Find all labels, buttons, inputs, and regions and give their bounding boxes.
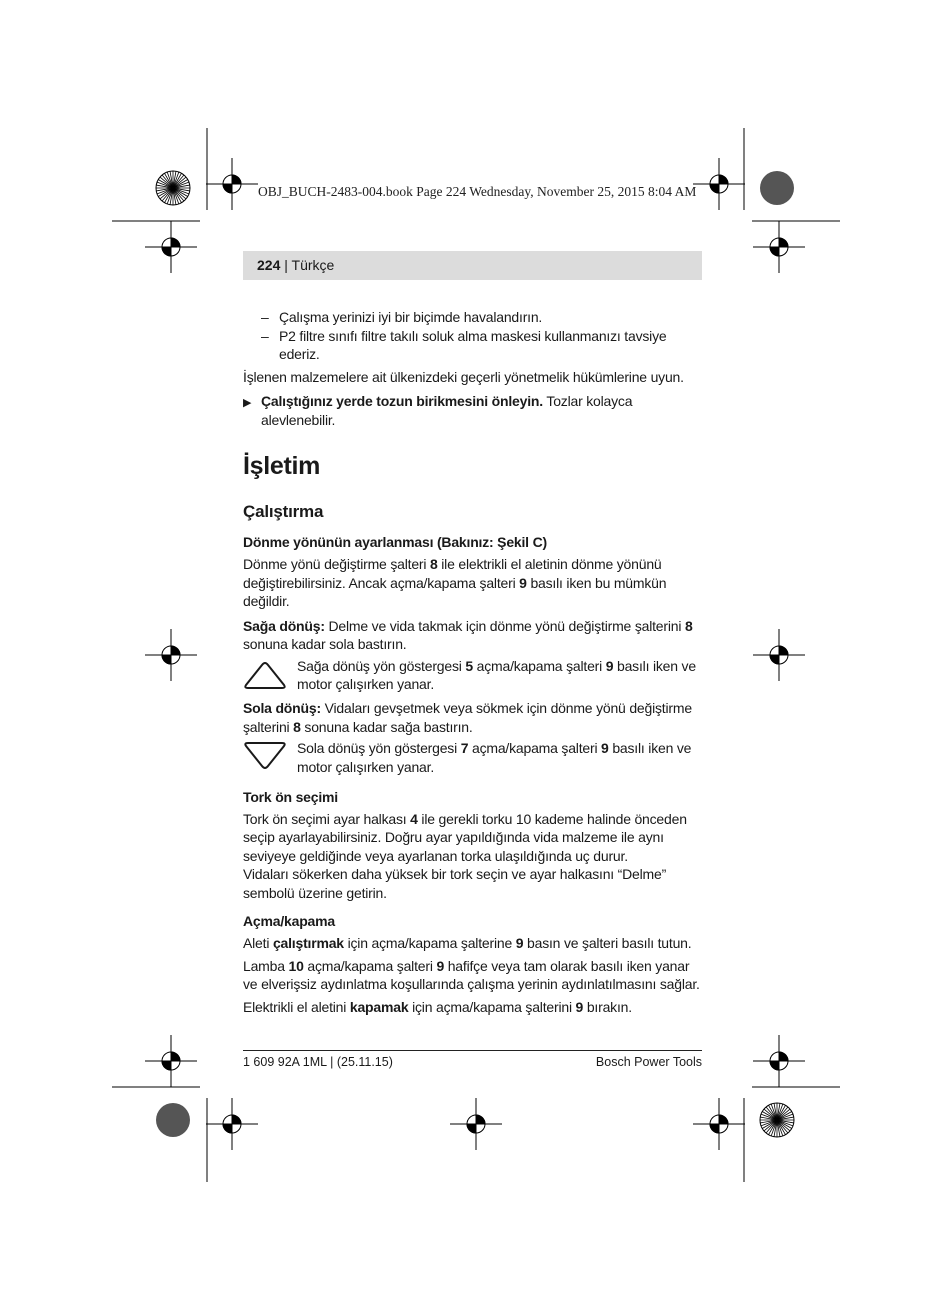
lamp-paragraph: Lamba 10 açma/kapama şalteri 9 hafifçe veya tam olarak basılı iken yanar ve elverişsiz aydınlatma koşullarında çalışma yerinin aydınlatılmasını sağlar. — [243, 957, 700, 992]
page-header — [257, 257, 334, 273]
left-indicator-row — [243, 739, 703, 778]
bullet-text: Çalışma yerinizi iyi bir biçimde havalandırın. — [279, 309, 543, 325]
crosshair-registration-mark — [693, 158, 745, 210]
header-language: Türkçe — [291, 257, 335, 273]
up-triangle-indicator-icon — [243, 657, 297, 696]
rotation-paragraph: Dönme yönü değiştirme şalteri 8 ile elektrikli el aletinin dönme yönünü değiştirebilirsiniz. Ancak açma/kapama şalteri 9 basılı iken bu mümkün değildir. — [243, 556, 667, 609]
regulation-paragraph: İşlenen malzemelere ait ülkenizdeki geçerli yönetmelik hükümlerine uyun. — [243, 368, 684, 385]
subsection-title: Çalıştırma — [243, 502, 324, 521]
list-item — [261, 308, 703, 327]
footer-doc-code: 1 609 92A 1ML | (25.11.15) — [243, 1055, 393, 1069]
gray-registration-disc — [156, 1103, 190, 1137]
warning-bold: Çalıştığınız yerde tozun birikmesini önleyin. — [261, 393, 543, 409]
left-rotation-paragraph: Sola dönüş: Vidaları gevşetmek veya sökmek için dönme yönü değiştirme şalterini 8 sonuna kadar sağa bastırın. — [243, 700, 692, 735]
bullet-text: P2 filtre sınıfı filtre takılı soluk alma maskesi kullanmanızı tavsiye ederiz. — [279, 327, 667, 362]
crosshair-registration-mark — [753, 629, 805, 681]
main-content — [243, 308, 703, 1016]
warning-item — [243, 392, 703, 429]
page-number: 224 — [257, 257, 281, 273]
crosshair-registration-mark — [145, 1035, 197, 1087]
triangle-bullet-icon: ▶ — [243, 397, 252, 409]
footer-brand: Bosch Power Tools — [595, 1055, 702, 1069]
crosshair-registration-mark — [206, 158, 258, 210]
torque-heading: Tork ön seçimi — [243, 788, 338, 805]
dash-icon: – — [261, 327, 269, 344]
list-item — [261, 327, 703, 364]
crosshair-registration-mark — [145, 221, 197, 273]
crosshair-registration-mark — [753, 1035, 805, 1087]
crosshair-registration-mark — [693, 1098, 745, 1150]
left-indicator-text: Sola dönüş yön göstergesi 7 açma/kapama şalteri 9 basılı iken ve motor çalışırken yanar. — [297, 740, 692, 775]
torque-paragraph: Tork ön seçimi ayar halkası 4 ile gerekli torku 10 kademe halinde önceden seçip ayarlayabilirsiniz. Doğru ayar yapıldığında vida malzeme ile aynı seviyeye geldiğinde veya ayarlanan torka ulaşıldığında uç durur. — [243, 810, 687, 864]
rotation-heading: Dönme yönünün ayarlanması (Bakınız: Şekil C) — [243, 534, 547, 550]
crosshair-registration-mark — [145, 629, 197, 681]
right-indicator-text: Sağa dönüş yön göstergesi 5 açma/kapama şalteri 9 basılı iken ve motor çalışırken yanar. — [297, 657, 696, 692]
starburst-mark — [760, 1103, 794, 1137]
down-triangle-indicator-icon — [243, 739, 297, 778]
page-header-bar — [243, 251, 702, 280]
crosshair-registration-mark — [753, 221, 805, 273]
right-rotation-paragraph: Sağa dönüş: Delme ve vida takmak için dönme yönü değiştirme şalterini 8 sonuna kadar sola bastırın. — [243, 617, 693, 652]
off-paragraph: Elektrikli el aletini kapamak için açma/kapama şalterini 9 bırakın. — [243, 998, 632, 1015]
right-indicator-row — [243, 657, 703, 696]
page-footer — [243, 1050, 702, 1069]
warning-text — [261, 392, 703, 429]
header-separator: | — [280, 257, 292, 273]
print-slug-line: OBJ_BUCH-2483-004.book Page 224 Wednesday, November 25, 2015 8:04 AM — [258, 184, 697, 199]
dash-icon: – — [261, 309, 269, 325]
torque-paragraph-2: Vidaları sökerken daha yüksek bir tork seçin ve ayar halkasını “Delme” sembolü üzerine getirin. — [243, 866, 667, 901]
warning-rest: Tozlar kolayca alevlenebilir. — [261, 393, 633, 428]
crosshair-registration-mark — [206, 1098, 258, 1150]
starburst-mark — [156, 171, 190, 205]
gray-registration-disc — [760, 171, 794, 205]
onoff-heading: Açma/kapama — [243, 913, 335, 929]
crosshair-registration-mark — [450, 1098, 502, 1150]
section-title: İşletim — [243, 452, 321, 480]
onoff-paragraph: Aleti çalıştırmak için açma/kapama şalterine 9 basın ve şalteri basılı tutun. — [243, 935, 692, 951]
